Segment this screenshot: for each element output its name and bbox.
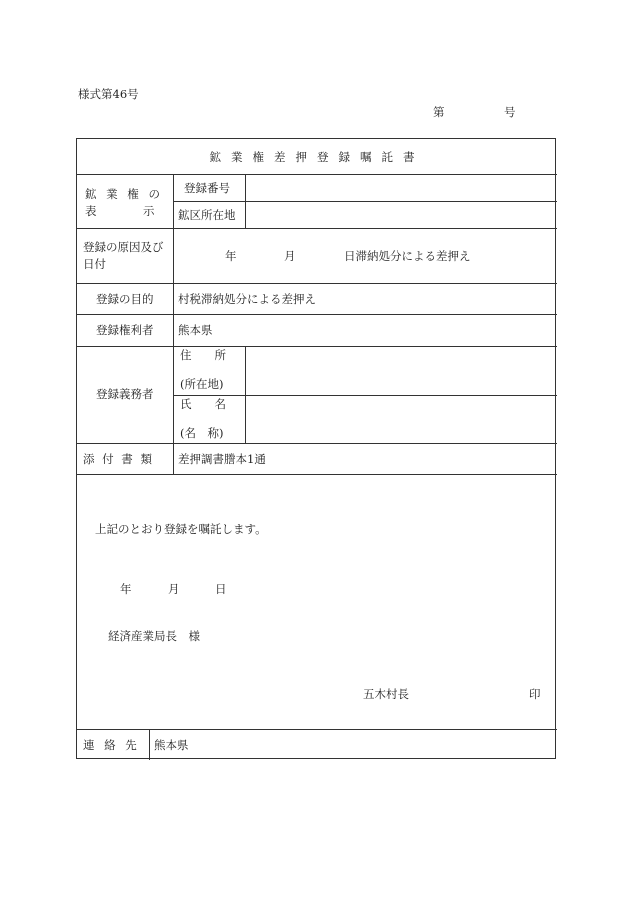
row-divider <box>77 283 557 284</box>
column-divider <box>245 174 246 228</box>
cause-text: 日滞納処分による差押え <box>344 249 471 263</box>
document-number-prefix: 第 <box>433 105 445 119</box>
registration-number-label: 登録番号 <box>184 181 230 195</box>
row-divider <box>77 443 557 444</box>
form-number: 様式第46号 <box>78 87 139 101</box>
column-divider <box>245 346 246 443</box>
row-divider <box>77 314 557 315</box>
cause-label-line1: 登録の原因及び <box>83 240 164 254</box>
document-number-suffix: 号 <box>504 105 516 119</box>
cause-year: 年 <box>225 249 237 263</box>
obligor-label: 登録義務者 <box>96 387 154 401</box>
column-divider <box>173 174 174 474</box>
obligor-address-sub: (所在地) <box>180 377 224 391</box>
attachments-label: 添 付 書 類 <box>83 452 154 466</box>
obligor-address-label: 住 所 <box>180 348 226 362</box>
cause-label-line2: 日付 <box>83 257 106 271</box>
row-divider <box>77 228 557 229</box>
mining-right-label-line2: 表 示 <box>85 204 158 218</box>
sender-name: 五木村長 <box>363 687 409 701</box>
contact-label: 連 絡 先 <box>83 738 140 752</box>
addressee: 経済産業局長 様 <box>108 629 200 643</box>
attachments-value: 差押調書謄本1通 <box>178 452 266 466</box>
purpose-value: 村税滞納処分による差押え <box>178 292 316 306</box>
request-day: 日 <box>215 582 227 596</box>
registration-request-form <box>76 138 556 759</box>
form-title: 鉱業権差押登録嘱託書 <box>209 150 425 164</box>
contact-value: 熊本県 <box>154 738 189 752</box>
holder-label: 登録権利者 <box>96 323 154 337</box>
column-divider <box>149 729 150 760</box>
request-month: 月 <box>168 582 180 596</box>
row-divider <box>77 174 557 175</box>
row-divider <box>77 346 557 347</box>
request-statement: 上記のとおり登録を嘱託します。 <box>95 522 267 536</box>
seal-mark: 印 <box>529 687 541 701</box>
mining-area-location-label: 鉱区所在地 <box>178 208 236 222</box>
purpose-label: 登録の目的 <box>96 292 154 306</box>
mining-right-label-line1: 鉱 業 権 の <box>85 187 163 201</box>
cause-month: 月 <box>284 249 296 263</box>
obligor-name-label: 氏 名 <box>180 397 226 411</box>
request-year: 年 <box>120 582 132 596</box>
holder-value: 熊本県 <box>178 323 213 337</box>
row-divider <box>77 474 557 475</box>
row-divider <box>173 201 557 202</box>
obligor-name-sub: (名 称) <box>180 426 224 440</box>
row-divider <box>173 395 557 396</box>
